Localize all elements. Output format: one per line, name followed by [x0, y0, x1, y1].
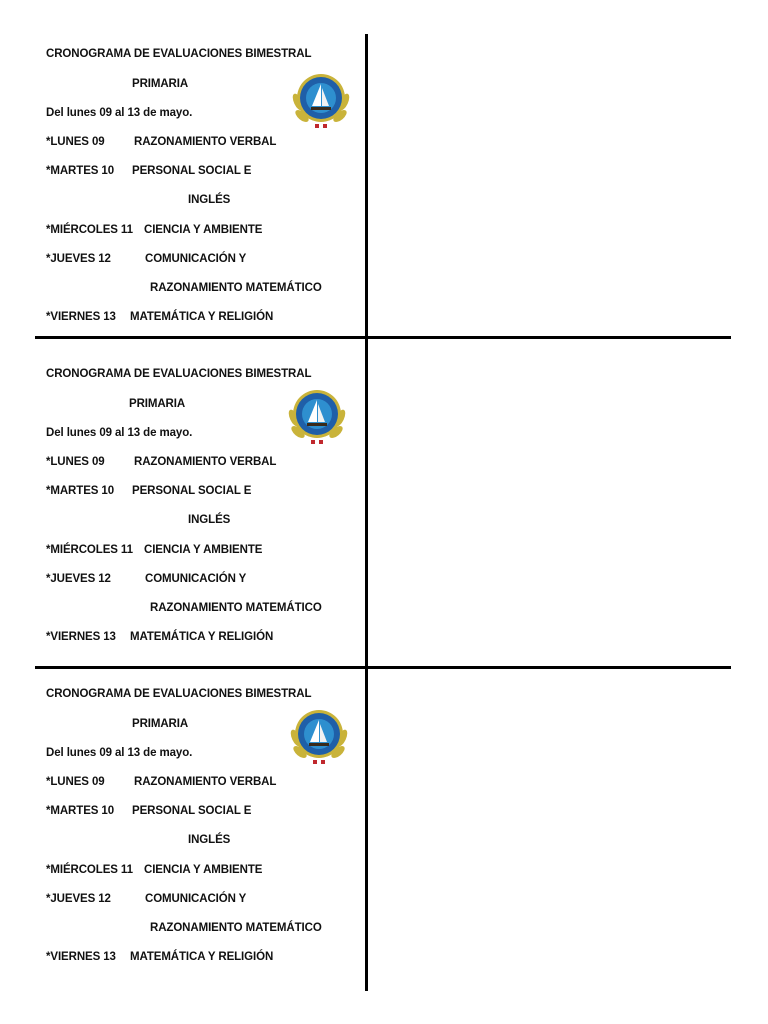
schedule-title: CRONOGRAMA DE EVALUACIONES BIMESTRAL	[46, 48, 312, 60]
subject-label: INGLÉS	[188, 194, 231, 206]
school-seal-logo-icon	[288, 70, 354, 130]
day-label: *MARTES 10	[46, 485, 115, 497]
day-label: *JUEVES 12	[46, 253, 111, 265]
subject-label: RAZONAMIENTO MATEMÁTICO	[150, 602, 322, 614]
subject-label: RAZONAMIENTO MATEMÁTICO	[150, 282, 322, 294]
day-label: *LUNES 09	[46, 456, 105, 468]
subject-label: RAZONAMIENTO MATEMÁTICO	[150, 922, 322, 934]
subject-label: INGLÉS	[188, 514, 231, 526]
day-label: *MARTES 10	[46, 165, 115, 177]
subject-label: MATEMÁTICA Y RELIGIÓN	[130, 311, 274, 323]
subject-label: CIENCIA Y AMBIENTE	[144, 544, 263, 556]
subject-label: RAZONAMIENTO VERBAL	[134, 456, 277, 468]
subject-label: MATEMÁTICA Y RELIGIÓN	[130, 951, 274, 963]
day-label: *JUEVES 12	[46, 573, 111, 585]
schedule-level: PRIMARIA	[129, 398, 186, 410]
subject-label: PERSONAL SOCIAL E	[132, 805, 252, 817]
schedule-level: PRIMARIA	[132, 78, 189, 90]
subject-label: CIENCIA Y AMBIENTE	[144, 224, 263, 236]
day-label: *VIERNES 13	[46, 631, 116, 643]
day-label: *JUEVES 12	[46, 893, 111, 905]
subject-label: PERSONAL SOCIAL E	[132, 165, 252, 177]
schedule-dates: Del lunes 09 al 13 de mayo.	[46, 427, 193, 439]
day-label: *MIÉRCOLES 11	[46, 224, 133, 236]
subject-label: MATEMÁTICA Y RELIGIÓN	[130, 631, 274, 643]
subject-label: RAZONAMIENTO VERBAL	[134, 136, 277, 148]
schedule-level: PRIMARIA	[132, 718, 189, 730]
day-label: *VIERNES 13	[46, 951, 116, 963]
subject-label: PERSONAL SOCIAL E	[132, 485, 252, 497]
school-seal-logo-icon	[284, 386, 350, 446]
day-label: *VIERNES 13	[46, 311, 116, 323]
schedule-dates: Del lunes 09 al 13 de mayo.	[46, 747, 193, 759]
day-label: *LUNES 09	[46, 136, 105, 148]
day-label: *LUNES 09	[46, 776, 105, 788]
schedule-dates: Del lunes 09 al 13 de mayo.	[46, 107, 193, 119]
subject-label: CIENCIA Y AMBIENTE	[144, 864, 263, 876]
subject-label: COMUNICACIÓN Y	[145, 573, 247, 585]
subject-label: COMUNICACIÓN Y	[145, 253, 247, 265]
schedule-title: CRONOGRAMA DE EVALUACIONES BIMESTRAL	[46, 688, 312, 700]
school-seal-logo-icon	[286, 706, 352, 766]
day-label: *MARTES 10	[46, 805, 115, 817]
day-label: *MIÉRCOLES 11	[46, 544, 133, 556]
subject-label: RAZONAMIENTO VERBAL	[134, 776, 277, 788]
schedule-title: CRONOGRAMA DE EVALUACIONES BIMESTRAL	[46, 368, 312, 380]
day-label: *MIÉRCOLES 11	[46, 864, 133, 876]
subject-label: COMUNICACIÓN Y	[145, 893, 247, 905]
subject-label: INGLÉS	[188, 834, 231, 846]
